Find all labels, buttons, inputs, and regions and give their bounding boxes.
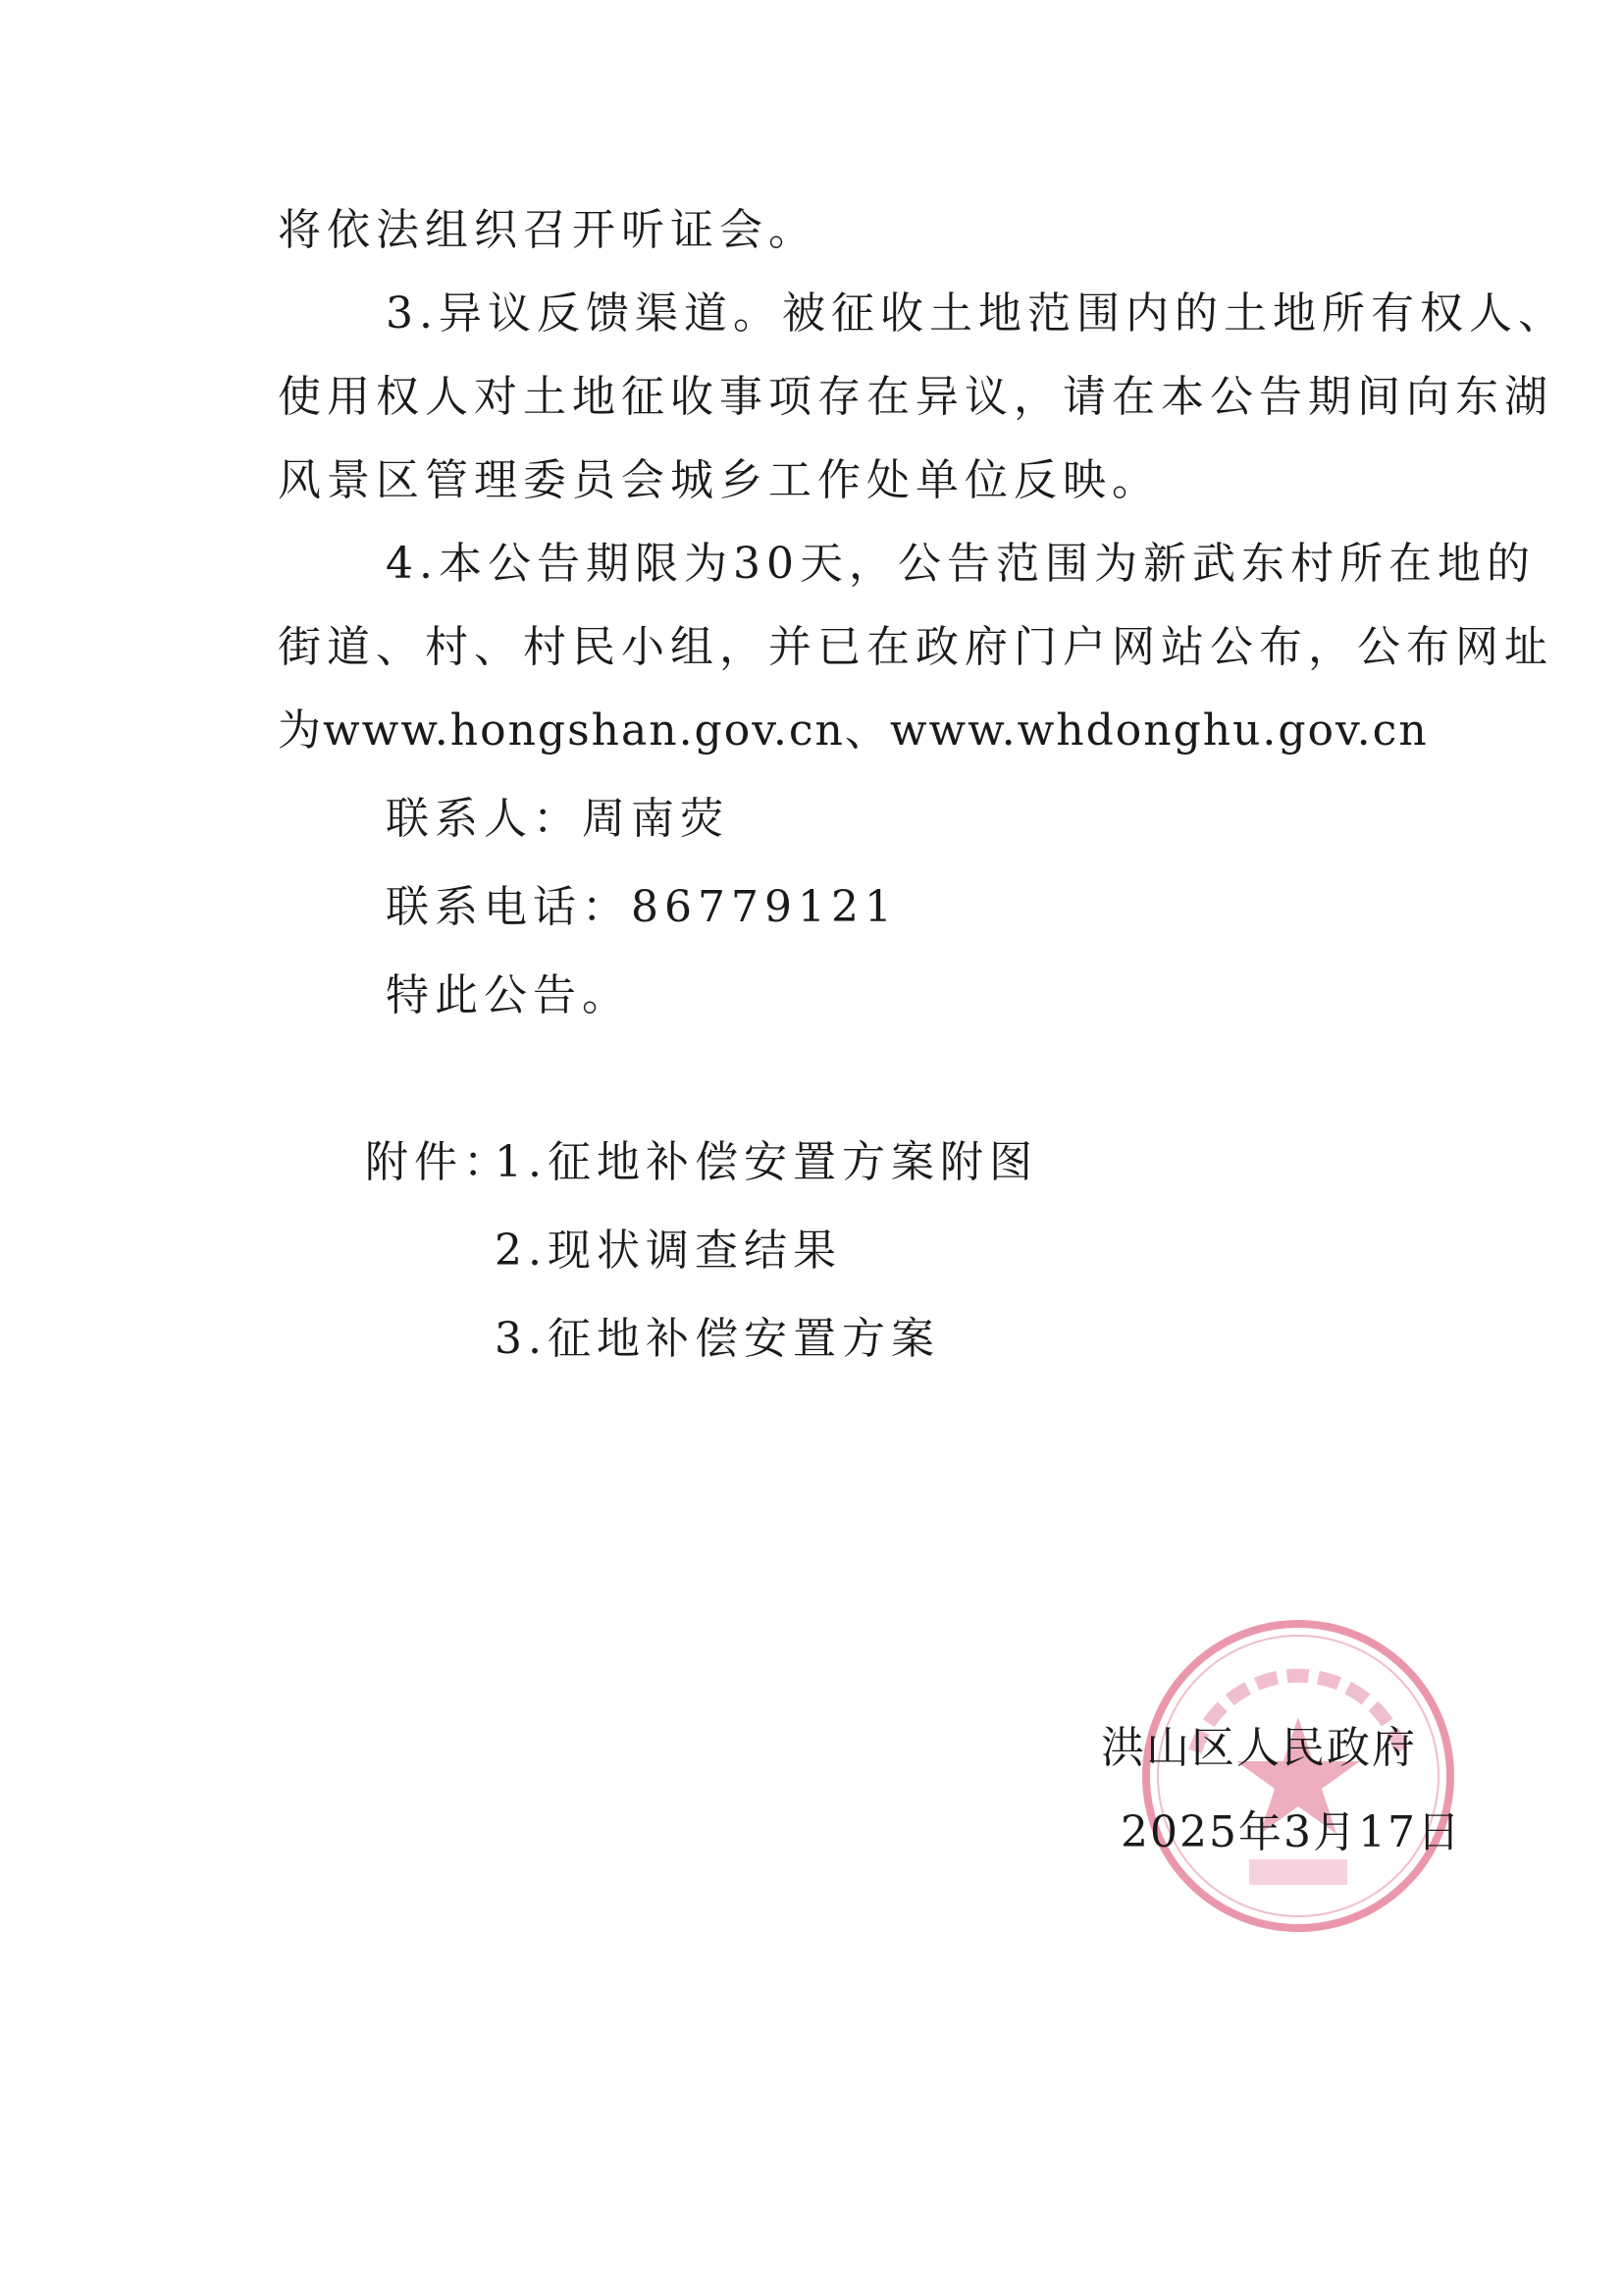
attachments-label: 附件： <box>365 1137 512 1187</box>
body-line-7: 为www.hongshan.gov.cn、www.whdonghu.gov.cn <box>278 705 1429 756</box>
notice-closing: 特此公告。 <box>386 970 631 1020</box>
contact-phone: 联系电话：86779121 <box>386 882 898 932</box>
body-line-6: 街道、村、村民小组，并已在政府门户网站公布，公布网址 <box>278 622 1553 672</box>
issue-date: 2025年3月17日 <box>1121 1807 1462 1857</box>
body-line-3: 使用权人对土地征收事项存在异议，请在本公告期间向东湖 <box>278 372 1553 422</box>
seal-bottom-text <box>1249 1859 1347 1885</box>
body-line-1: 将依法组织召开听证会。 <box>278 205 817 255</box>
body-line-2: 3.异议反馈渠道。被征收土地范围内的土地所有权人、 <box>386 288 1567 339</box>
attachment-item-3: 3.征地补偿安置方案 <box>495 1314 940 1364</box>
body-line-5: 4.本公告期限为30天，公告范围为新武东村所在地的 <box>386 539 1536 589</box>
issuer-name: 洪山区人民政府 <box>1101 1723 1417 1773</box>
body-line-4: 风景区管理委员会城乡工作处单位反映。 <box>278 455 1161 505</box>
attachment-item-1: 1.征地补偿安置方案附图 <box>495 1137 1038 1187</box>
attachment-item-2: 2.现状调查结果 <box>495 1226 842 1276</box>
contact-person: 联系人：周南荧 <box>386 794 729 844</box>
